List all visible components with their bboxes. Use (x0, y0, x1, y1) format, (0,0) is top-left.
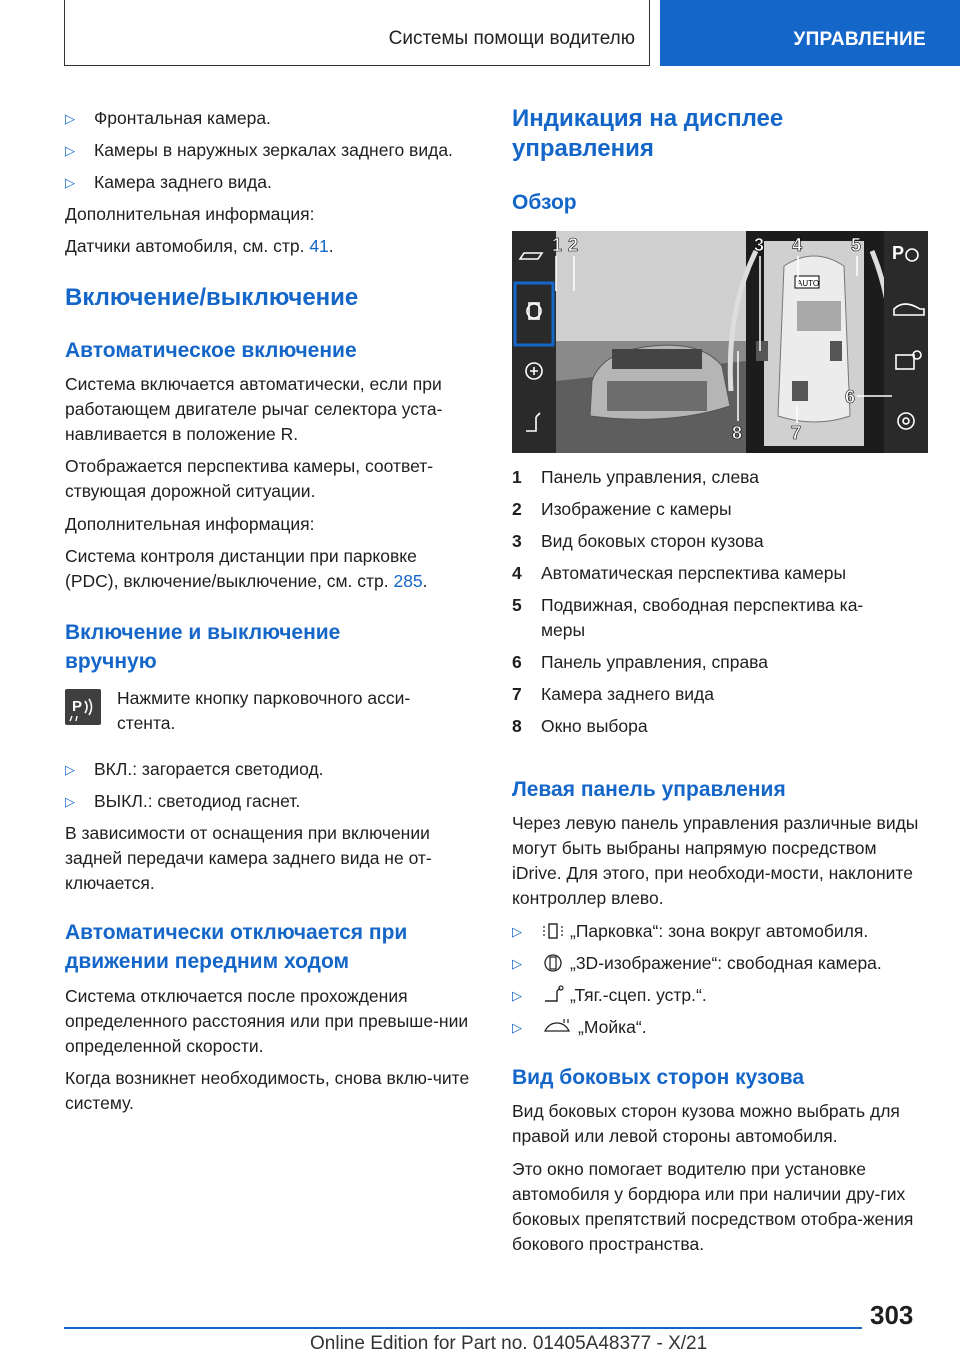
page-number: 303 (870, 1300, 914, 1330)
subsection-heading: Включение и выключение вручную (65, 621, 341, 673)
paragraph: Дополнительная информация: (65, 204, 315, 224)
paragraph: Через левую панель управления различные виды могут быть выбраны напрямую посредством iDrive. Для этого, при необходи-мости, наклоните контроллер влево. (512, 813, 919, 908)
triangle-bullet-icon: ▷ (65, 111, 75, 126)
paragraph: Система отключается после прохождения определенного расстояния или при превыше-нии определенной скорости. (65, 986, 469, 1056)
triangle-bullet-icon: ▷ (512, 956, 522, 971)
svg-text:P: P (72, 698, 83, 715)
callout-1: 1 (552, 235, 563, 255)
parking-assistant-button-icon (65, 689, 101, 725)
triangle-bullet-icon: ▷ (65, 175, 75, 190)
paragraph: Когда возникнет необходимость, снова вклю-чите систему. (65, 1068, 470, 1113)
footer-divider (64, 1327, 862, 1329)
svg-text:P: P (892, 243, 905, 263)
triangle-bullet-icon: ▷ (512, 924, 522, 939)
section-heading: Индикация на дисплее управления (512, 105, 784, 162)
page-link[interactable]: 285 (393, 571, 423, 591)
edition-footer: Online Edition for Part no. 01405A48377 - X/21 (310, 1333, 708, 1354)
paragraph: Вид боковых сторон кузова можно выбрать для правой или левой стороны автомобиля. (512, 1101, 900, 1146)
triangle-bullet-icon: ▷ (65, 143, 75, 158)
paragraph: Система включается автоматически, если при работающем двигателе рычаг селектора уста-навливается в положение R. (65, 374, 443, 444)
running-header (64, 0, 650, 66)
paragraph: Отображается перспектива камеры, соответ-ствующая дорожной ситуации. (65, 456, 434, 501)
legend-item: 1 Панель управления, слева (512, 467, 760, 487)
callout-7: 7 (791, 423, 802, 443)
paragraph: Это окно помогает водителю при установке автомобиля у бордюра или при наличии дру-гих боковых препятствий посредством отобра-жения бокового пространства. (512, 1159, 914, 1254)
section-title: Системы помощи водителю (388, 28, 635, 49)
3d-view-icon (542, 953, 564, 980)
camera-display-illustration (512, 231, 928, 453)
chapter-tab[interactable] (660, 0, 960, 66)
callout-8: 8 (732, 423, 743, 443)
callout-2: 2 (568, 235, 579, 255)
triangle-bullet-icon: ▷ (65, 762, 75, 777)
triangle-bullet-icon: ▷ (65, 794, 75, 809)
callout-3: 3 (754, 235, 765, 255)
triangle-bullet-icon: ▷ (512, 1020, 522, 1035)
paragraph: В зависимости от оснащения при включении задней передачи камера заднего вида не от-ключается. (65, 823, 432, 893)
subsection-heading: Обзор (512, 191, 577, 214)
subsection-heading: Левая панель управления (512, 778, 786, 801)
subsection-heading: Вид боковых сторон кузова (512, 1066, 805, 1089)
car-wash-icon (542, 1017, 572, 1044)
callout-6: 6 (845, 387, 856, 407)
triangle-bullet-icon: ▷ (512, 988, 522, 1003)
parking-view-icon (542, 921, 564, 948)
callout-5: 5 (851, 235, 862, 255)
section-heading: Включение/выключение (65, 284, 359, 311)
paragraph: Дополнительная информация: (65, 514, 315, 534)
paragraph: Система контроля дистанции при парковке (PDC), включение/выключение, см. стр. 285. (65, 546, 428, 591)
paragraph: Нажмите кнопку парковочного асси-стента. (117, 688, 411, 733)
callout-4: 4 (792, 235, 803, 255)
paragraph: Датчики автомобиля, см. стр. 41. (65, 236, 334, 256)
chapter-tab-label: УПРАВЛЕНИЕ (793, 29, 926, 50)
subsection-heading: Автоматическое включение (65, 339, 357, 362)
page-link[interactable]: 41 (309, 236, 329, 256)
auto-badge: AUTO (797, 279, 820, 288)
trailer-hitch-icon (542, 985, 564, 1012)
subsection-heading: Автоматически отключается при движении передним ходом (65, 921, 408, 973)
